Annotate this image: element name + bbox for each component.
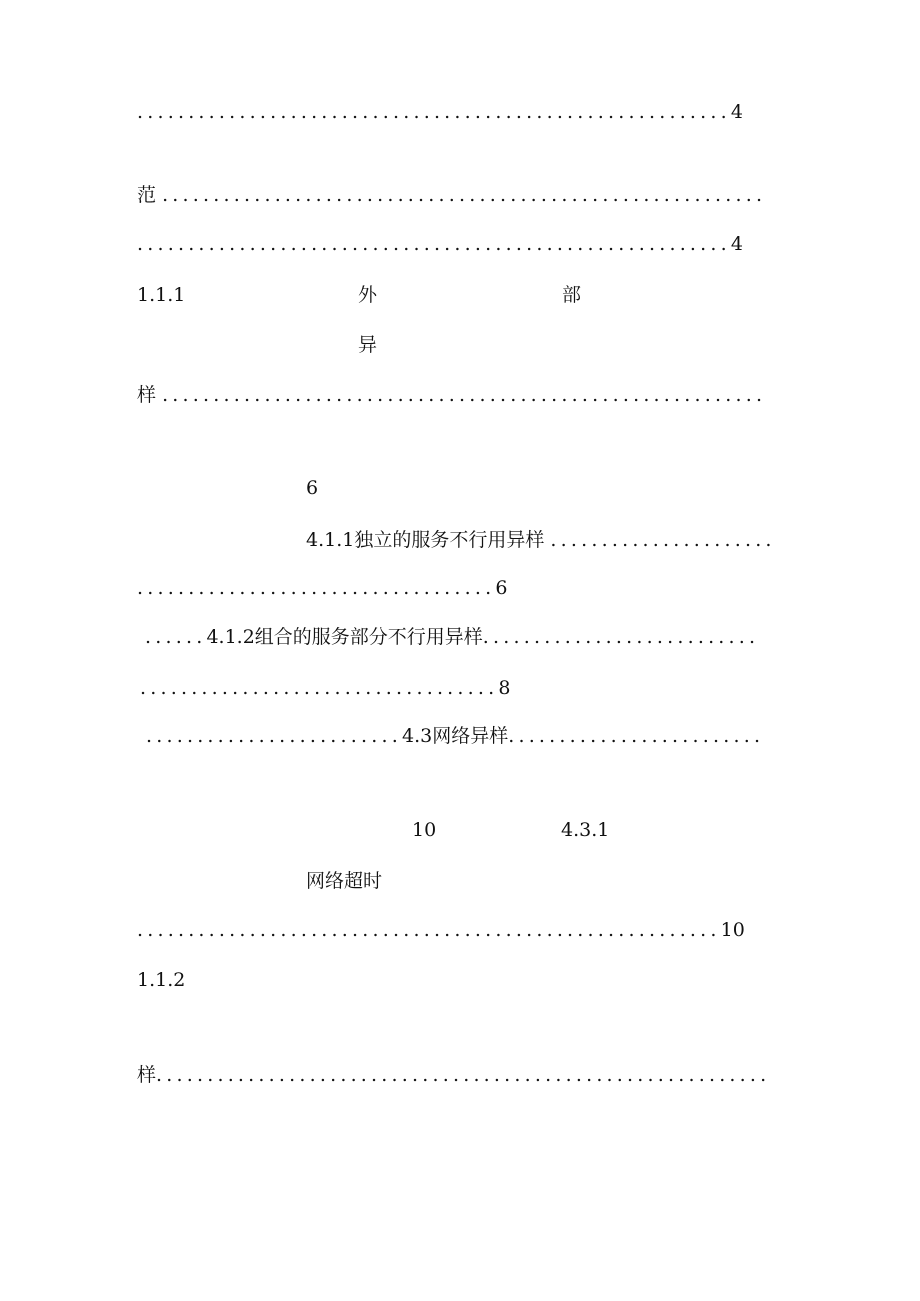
- dot-leader: .........................: [146, 725, 402, 747]
- toc-entry-text: 4.1.1独立的服务不行用异样: [306, 529, 545, 551]
- toc-row: [306, 528, 776, 552]
- toc-title: 样: [137, 384, 157, 406]
- dot-leader: ...........................................................: [162, 384, 767, 406]
- toc-word: 异: [358, 334, 378, 356]
- toc-row: [137, 232, 743, 256]
- page-number: 4: [730, 101, 743, 123]
- toc-row: [137, 918, 745, 942]
- page-number: 10: [412, 819, 437, 841]
- toc-title: 范: [137, 184, 157, 206]
- dot-leader: ...........................................................: [162, 184, 767, 206]
- toc-row: [140, 676, 510, 700]
- dot-leader: ......: [145, 626, 207, 648]
- page-number: 6: [306, 477, 319, 499]
- dot-leader: .........................................................: [137, 919, 721, 941]
- dot-leader: ...................................: [137, 577, 496, 599]
- page-number: 6: [495, 577, 508, 599]
- toc-entry-text: 网络超时: [306, 870, 383, 892]
- toc-entry-text: 4.3网络异样: [402, 725, 509, 747]
- toc-title: 样: [137, 1064, 157, 1086]
- dot-leader: ............................................................: [156, 1064, 771, 1086]
- toc-word: 外: [358, 284, 378, 306]
- toc-word: 部: [562, 284, 582, 306]
- toc-row: [137, 1063, 770, 1087]
- section-number: 1.1.1: [137, 284, 186, 306]
- toc-row: [137, 100, 743, 124]
- dot-leader: ..........................................................: [137, 101, 731, 123]
- dot-leader: ..........................................................: [137, 233, 731, 255]
- dot-leader: ...................................: [140, 677, 499, 699]
- toc-row: [137, 576, 507, 600]
- page-number: 10: [720, 919, 745, 941]
- dot-leader: .........................: [508, 725, 765, 747]
- toc-row: [145, 625, 759, 649]
- toc-row: [137, 383, 766, 407]
- section-number: 4.3.1: [561, 819, 610, 841]
- toc-row: [146, 724, 764, 748]
- dot-leader: ......................: [550, 529, 776, 551]
- section-number: 1.1.2: [137, 969, 186, 991]
- page-number: 8: [498, 677, 511, 699]
- dot-leader: ...........................: [482, 626, 760, 648]
- toc-entry-text: 4.1.2组合的服务部分不行用异样: [206, 626, 483, 648]
- toc-row: [137, 183, 766, 207]
- page-number: 4: [730, 233, 743, 255]
